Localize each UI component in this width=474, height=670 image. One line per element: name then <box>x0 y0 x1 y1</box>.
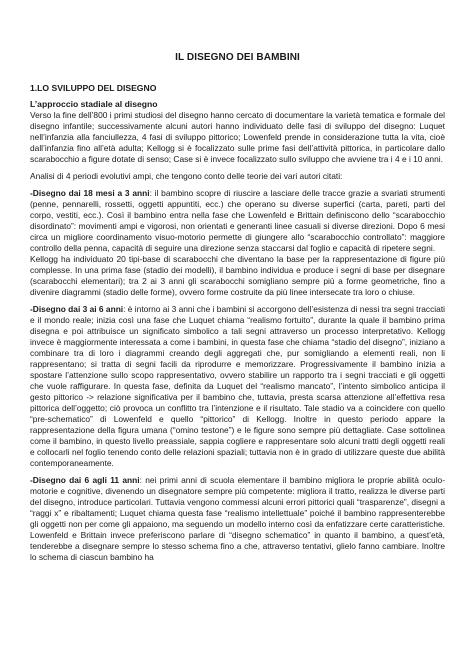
period2-text: : è intorno ai 3 anni che i bambini si accorgono dell’esistenza di nessi tra segni tracciati e il mondo reale; inizia così una fase che Luquet chiama “realismo fortuito”, durante la quale il bambino prima disegna e poi attribuisce un significato simbolico a tali segni attraverso un processo interpretativo. Kellogg invece è maggiormente interessata a come i bambini, in questa fase che chiama “stadio del disegno”, iniziano a combinare tra di loro i diagrammi creando degli aggregati che, pur somigliando a elementi reali, non li rappresentano; si tratta di segni facili da riprodurre e memorizzare. Progressivamente il bambino inizia a spostare l’attenzione sullo scopo rappresentativo, ovvero stabilire un rapporto tra i segni tracciati e gli oggetti che vuole raffigurare. In questa fase, definita da Luquet del “realismo mancato”, l’intento simbolico anticipa il gesto pittorico -> relazione significativa per il bambino che, tuttavia, presta scarsa attenzione all’effettiva resa pittorica dell’oggetto; ciò provoca un conflitto tra l’intenzione e il risultato. Tale stadio va a coincidere con quello “pre-schematico” di Lowenfeld e quello “pittorico” di Kellogg. Inoltre in questo periodo appare la rappresentazione della figura umana (“omino testone”) e le figure sono sempre più dettagliate. Case sottolinea come il bambino, in questo livello preassiale, sappia cogliere e rappresentare solo alcuni tratti degli oggetti reali e collocarli nel foglio tenendo conto delle relazioni spaziali; tuttavia non è in grado di utilizzare queste due abilità contemporaneamente. <box>30 304 446 468</box>
analysis-paragraph: Analisi di 4 periodi evolutivi ampi, che tengono conto delle teorie dei vari autori citati: <box>30 171 343 181</box>
intro-paragraph: Verso la fine dell’800 i primi studiosi del disegno hanno cercato di documentare la varietà tematica e formale del disegno infantile; successivamente alcuni autori hanno individuato delle fasi di sviluppo del disegno: Luquet nell’infanzia alla fanciullezza, 4 fasi di sviluppo pittorico; Lowenfeld prende in considerazione tutta la vita, cioè dall’infanzia fino all’età adulta; Kellogg si è focalizzato sulle prime fasi dell’attività pittorica, in particolare dallo scarabocchio a figure dotate di senso; Case si è invece focalizzato sullo sviluppo che avviene tra i 4 e i 10 anni. <box>30 110 445 164</box>
period1-kellogg-paragraph: Kellogg ha individuato 20 tipi-base di scarabocchi che diventano la base per la rappresentazione di figure più complesse. In una prima fase (stadio dei modelli), il bambino individua e produce i segni di base per disegnare (scarabocchi elementari); tra 2 ai 3 anni gli scarabocchi somigliano sempre più a forme geometriche, fino a divenire diagrammi (stadio delle forme), ovvero forme costruite da più linee intersecate tra loro o chiuse. <box>30 254 445 297</box>
period1-paragraph <box>30 188 445 254</box>
page-title: IL DISEGNO DEI BAMBINI <box>175 52 300 63</box>
section-heading: 1.LO SVILUPPO DEL DISEGNO <box>30 83 157 93</box>
period1-text: : il bambino scopre di riuscire a lasciare delle tracce grazie a svariati strumenti (penne, pennarelli, rossetti, oggetti appuntiti, ecc.) che operano su diverse superfici (carta, pareti, parti del corpo, vestiti, ecc.). Così il bambino entra nella fase che Lowenfeld e Brittain definiscono dello “scarabocchio disordinato”: movimenti ampi e vigorosi, non orientati e generanti linee casuali si diverse direzioni. Dopo 6 mesi circa un migliore coordinamento visuo-motorio permette di giungere allo “scarabocchio controllato”: maggiore controllo della penna, capacità di seguire una direzione senza staccarsi dal foglio e capacità di ripetere segni. <box>30 188 445 253</box>
period3-lead: -Disegno dai 6 agli 11 anni <box>30 475 140 485</box>
subheading: L’approccio stadiale al disegno <box>30 99 158 109</box>
period2-lead: -Disegno dai 3 ai 6 anni <box>30 304 124 314</box>
period2-paragraph <box>30 304 445 469</box>
period3-text: : nei primi anni di scuola elementare il bambino migliora le proprie abilità oculo-motorie e cognitive, divenendo un disegnatore sempre più competente: migliora il tratto, realizza le diverse parti del disegno, introduce particolari. Tuttavia vengono commessi alcuni errori pittorici quali “trasparenze”, disegni a “raggi x” e ribaltamenti; Luquet chiama questa fase “realismo intellettuale” poiché il bambino rappresenterebbe gli oggetti non per come gli appaiono, ma seguendo un modello interno così da enfatizzare certe caratteristiche. Lowenfeld e Brittain invece preferiscono parlare di “disegno schematico” in quanto il bambino, a quest’età, tenderebbe a disegnare sempre lo stesso schema fino a che, attraverso tentativi, glielo fanno cambiare. Inoltre lo schema di ciascun bambino ha <box>30 475 446 562</box>
period3-paragraph <box>30 475 445 563</box>
period1-lead: -Disegno dai 18 mesi a 3 anni <box>30 188 150 198</box>
